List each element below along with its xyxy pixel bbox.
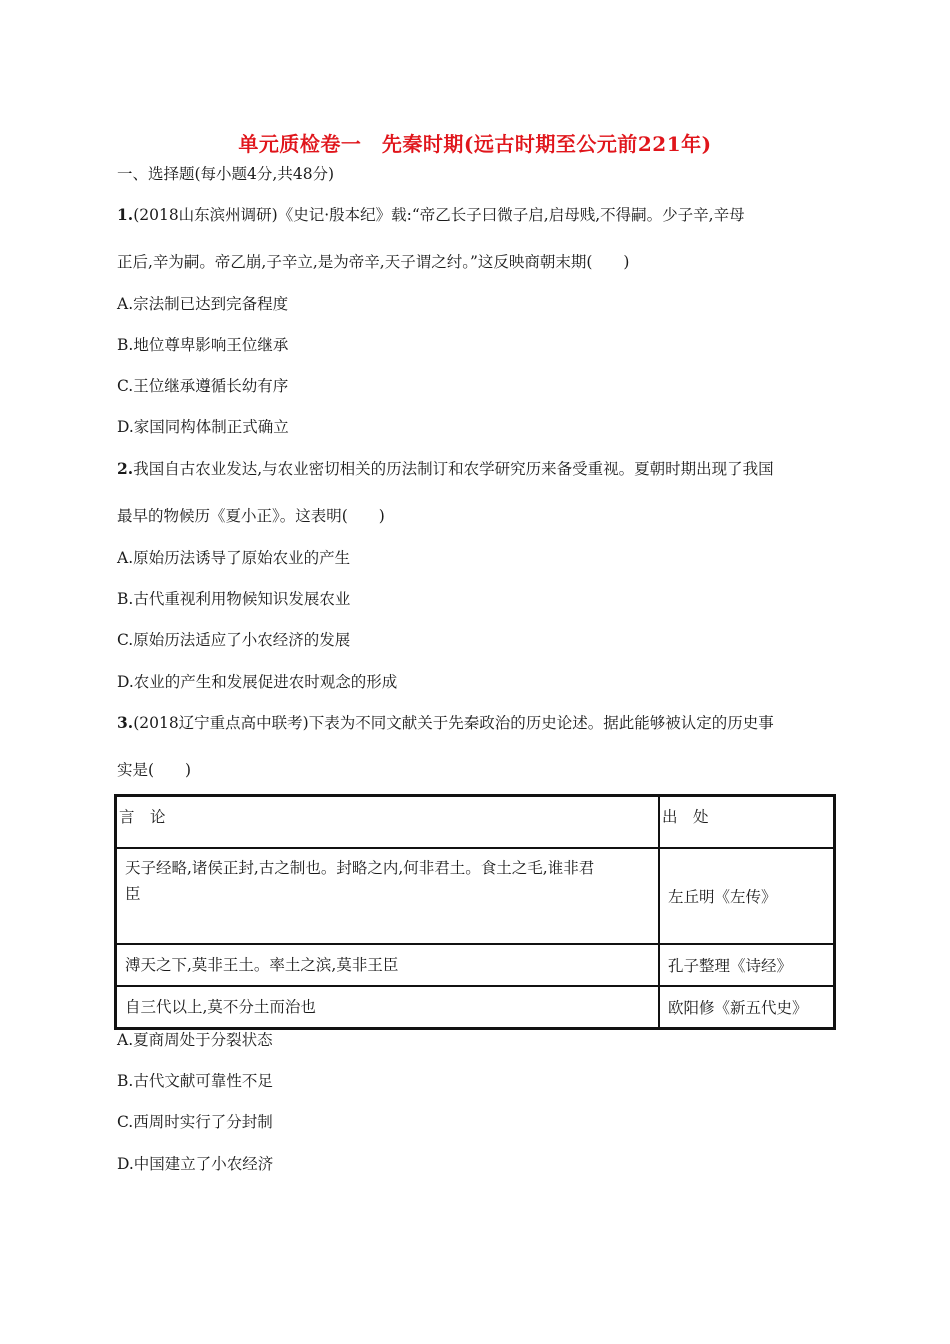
table-cell-source: 孔子整理《诗经》 xyxy=(659,944,835,986)
header-source: 出 处 xyxy=(659,796,835,849)
table-cell-statement: 溥天之下,莫非王土。率土之滨,莫非王臣 xyxy=(116,944,660,986)
section-heading: 一、选择题(每小题4分,共48分) xyxy=(117,165,335,183)
header-statement: 言 论 xyxy=(116,796,660,849)
question-3-line-1 xyxy=(117,711,774,733)
question-3-option-b[interactable]: B.古代文献可靠性不足 xyxy=(117,1072,273,1090)
question-1-option-b[interactable]: B.地位尊卑影响王位继承 xyxy=(117,336,289,354)
question-1-text-1: (2018山东滨州调研)《史记·殷本纪》载:“帝乙长子曰微子启,启母贱,不得嗣。少子辛,辛母 xyxy=(133,206,745,224)
question-2-number: 2. xyxy=(117,459,134,478)
question-3-option-d[interactable]: D.中国建立了小农经济 xyxy=(117,1155,274,1173)
table-row xyxy=(116,986,835,1029)
question-2-option-a[interactable]: A.原始历法诱导了原始农业的产生 xyxy=(117,549,351,567)
statement-line-2: 臣 xyxy=(125,885,141,903)
question-1-option-d[interactable]: D.家国同构体制正式确立 xyxy=(117,418,289,436)
question-2-text-1: 我国自古农业发达,与农业密切相关的历法制订和农学研究历来备受重视。夏朝时期出现了我国 xyxy=(133,460,774,478)
table-cell-source: 左丘明《左传》 xyxy=(659,848,835,944)
question-1-number: 1. xyxy=(117,205,134,224)
question-1-option-c[interactable]: C.王位继承遵循长幼有序 xyxy=(117,377,289,395)
question-1-line-2: 正后,辛为嗣。帝乙崩,子辛立,是为帝辛,天子谓之纣。”这反映商朝末期( ) xyxy=(117,253,630,271)
question-2-option-b[interactable]: B.古代重视利用物候知识发展农业 xyxy=(117,590,351,608)
table-row xyxy=(116,848,835,944)
question-3-option-c[interactable]: C.西周时实行了分封制 xyxy=(117,1113,273,1131)
table-cell-statement xyxy=(116,848,660,944)
question-2-line-1 xyxy=(117,457,774,479)
document-title: 单元质检卷一 先秦时期(远古时期至公元前221年) xyxy=(238,132,712,156)
table-cell-source: 欧阳修《新五代史》 xyxy=(659,986,835,1029)
table-row xyxy=(116,944,835,986)
statement-line-1: 天子经略,诸侯正封,古之制也。封略之内,何非君土。食土之毛,谁非君 xyxy=(125,859,595,877)
question-3-text-1: (2018辽宁重点高中联考)下表为不同文献关于先秦政治的历史论述。据此能够被认定的历史事 xyxy=(133,714,774,732)
table-header-row xyxy=(116,796,835,849)
question-2-option-c[interactable]: C.原始历法适应了小农经济的发展 xyxy=(117,631,351,649)
question-1-line-1 xyxy=(117,203,745,225)
question-3-option-a[interactable]: A.夏商周处于分裂状态 xyxy=(117,1031,273,1049)
question-1-option-a[interactable]: A.宗法制已达到完备程度 xyxy=(117,295,289,313)
sources-table xyxy=(114,794,836,1030)
table-cell-statement: 自三代以上,莫不分土而治也 xyxy=(116,986,660,1029)
question-2-option-d[interactable]: D.农业的产生和发展促进农时观念的形成 xyxy=(117,673,398,691)
question-3-line-2: 实是( ) xyxy=(117,761,192,779)
question-3-number: 3. xyxy=(117,713,134,732)
question-2-line-2: 最早的物候历《夏小正》。这表明( ) xyxy=(117,507,385,525)
